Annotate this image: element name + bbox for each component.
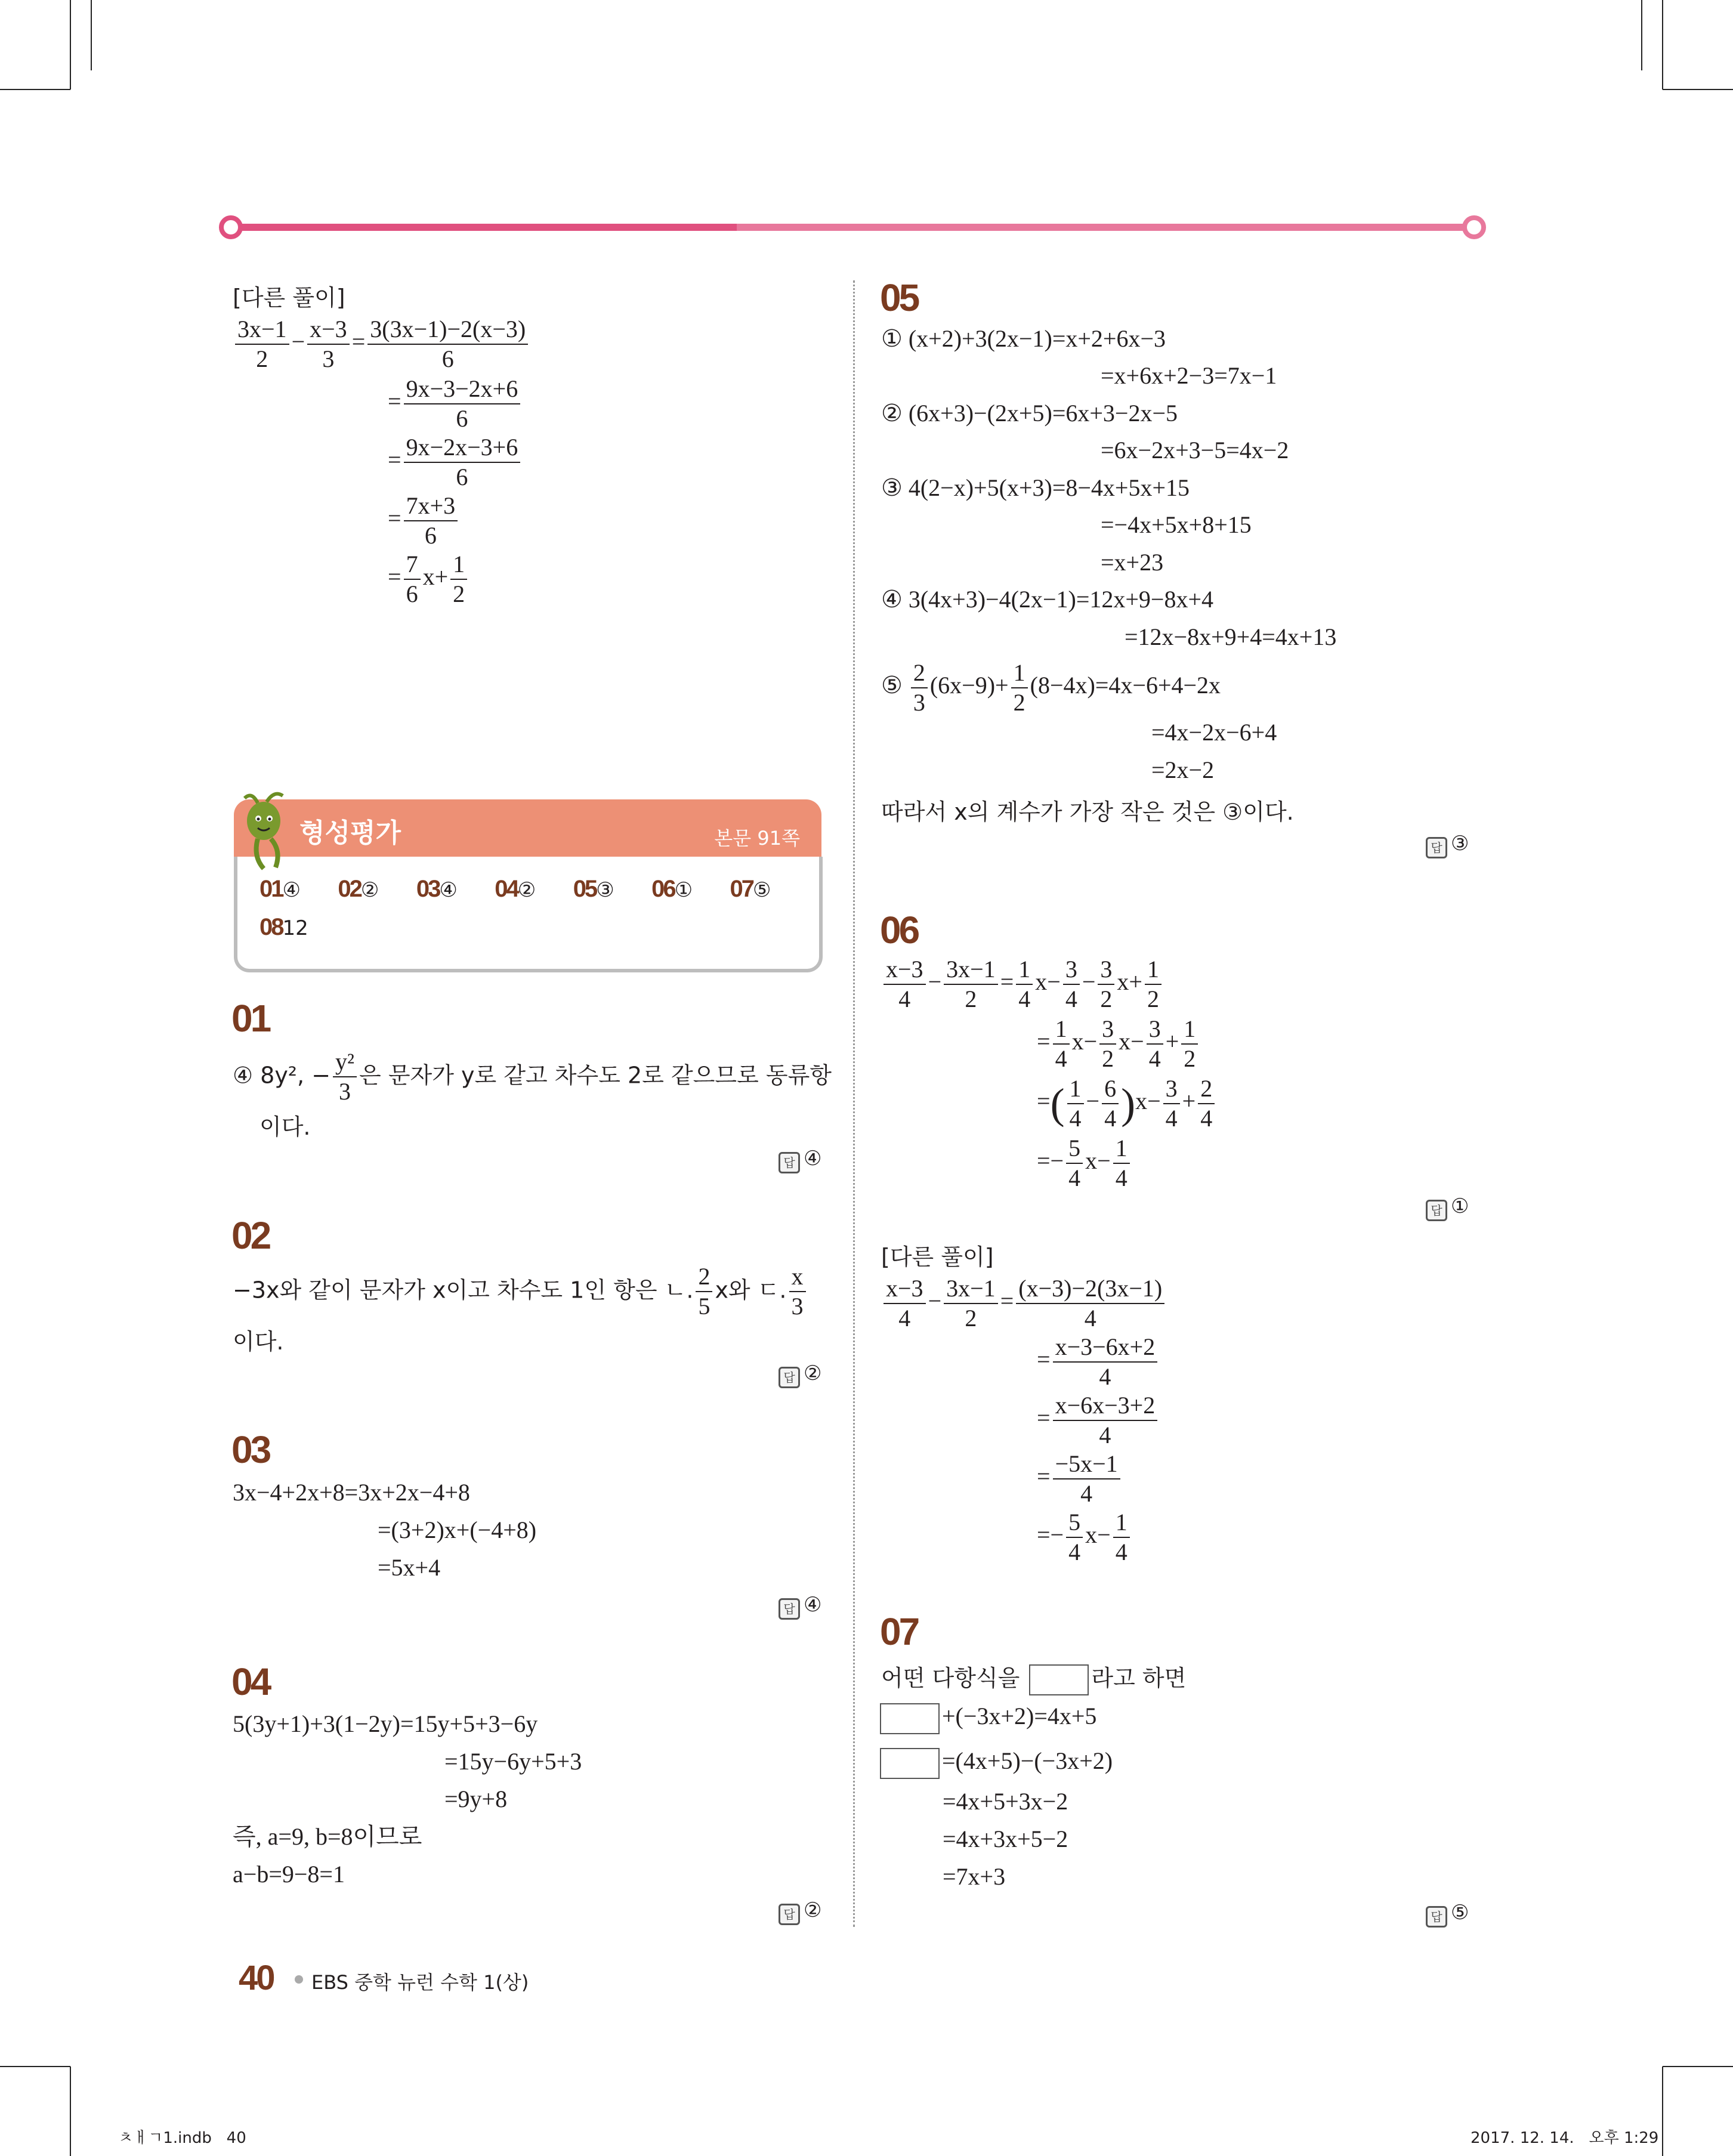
question-number: 03 — [231, 1428, 270, 1471]
blank-box — [880, 1703, 940, 1734]
print-file-info: ㅊㅐㄱ1.indb 40 — [118, 2129, 246, 2147]
q07-line: =7x+3 — [943, 1863, 1006, 1890]
q05-line: ② (6x+3)−(2x+5)=6x+3−2x−5 — [881, 400, 1178, 427]
assessment-box — [234, 857, 823, 972]
q03-line: =(3+2)x+(−4+8) — [378, 1516, 537, 1543]
q05-conclusion: 따라서 x의 계수가 가장 작은 것은 ③이다. — [881, 799, 1294, 825]
top-decorative-bar — [218, 215, 1488, 240]
q06-alt-line-3: = $\frac{x-6x-3+2}{4}$ — [1037, 1394, 1160, 1447]
q02-text-cont: 이다. — [233, 1329, 284, 1355]
q05-line: =x+6x+2−3=7x−1 — [1101, 362, 1277, 389]
answer-key-item: 02② — [338, 876, 379, 902]
q07-line-2: =(4x+5)−(−3x+2) — [880, 1748, 1113, 1779]
q05-line: =12x−8x+9+4=4x+13 — [1125, 623, 1337, 650]
question-number: 07 — [880, 1610, 918, 1653]
assessment-page-ref: 본문 91쪽 — [714, 827, 800, 850]
q03-answer: 답 ④ — [779, 1593, 821, 1620]
q03-line: =5x+4 — [378, 1554, 441, 1581]
q04-answer: 답 ② — [779, 1898, 821, 1925]
question-number: 04 — [231, 1660, 270, 1703]
alt-solution-line-1: $\frac{3x-1}{2}$ − $\frac{x-3}{3}$ = $\frac{3(3x-1)-2(x-3)}{6}$ — [233, 317, 530, 371]
q07-intro: 어떤 다항식을 라고 하면 — [881, 1660, 1186, 1695]
q07-line-1: +(−3x+2)=4x+5 — [880, 1703, 1096, 1734]
q06-alt-line-2: = $\frac{x-3-6x+2}{4}$ — [1037, 1335, 1160, 1389]
alt-solution-line-4: = $\frac{7x+3}{6}$ — [388, 494, 460, 548]
question-number: 02 — [231, 1214, 270, 1257]
mascot-icon — [240, 791, 294, 875]
q07-line: =4x+3x+5−2 — [943, 1826, 1068, 1852]
q05-line: =−4x+5x+8+15 — [1101, 511, 1252, 538]
alt-solution-line-2: = $\frac{9x-3-2x+6}{6}$ — [388, 377, 523, 431]
answer-key-row-1 — [260, 876, 808, 903]
book-title: EBS 중학 뉴런 수학 1(상) — [311, 1971, 529, 1994]
alt-solution-label: [다른 풀이] — [233, 285, 345, 311]
q05-line: =2x−2 — [1151, 756, 1215, 783]
alt-solution-line-5: = $\frac{7}{6}$ x+ $\frac{1}{2}$ — [388, 552, 469, 606]
blank-box — [1029, 1664, 1089, 1695]
answer-key-item: 05③ — [573, 876, 614, 902]
q06-alt-line-4: = $\frac{-5x-1}{4}$ — [1037, 1452, 1123, 1506]
q06-line-3: =( $\frac{1}{4}$ − $\frac{6}{4}$ )x− $\frac{3}{4}$ + $\frac{2}{4}$ — [1037, 1077, 1217, 1130]
q06-alt-line-5: =− $\frac{5}{4}$ x− $\frac{1}{4}$ — [1037, 1511, 1132, 1564]
blank-box — [880, 1748, 940, 1779]
q04-line: 즉, a=9, b=8이므로 — [233, 1823, 422, 1850]
answer-key-item: 07⑤ — [730, 876, 771, 902]
alt-solution-line-3: = $\frac{9x-2x-3+6}{6}$ — [388, 435, 523, 489]
q02-answer: 답 ② — [779, 1361, 821, 1388]
q05-line-5: ⑤ $\frac{2}{3}$ (6x−9)+ $\frac{1}{2}$ (8−4x)=4x−6+4−2x — [881, 659, 1221, 716]
q05-line: ③ 4(2−x)+5(x+3)=8−4x+5x+15 — [881, 474, 1190, 501]
q04-line: =9y+8 — [444, 1786, 508, 1812]
q07-answer: 답 ⑤ — [1426, 1901, 1469, 1928]
q05-line: =x+23 — [1101, 549, 1164, 576]
page-number: 40 — [239, 1959, 274, 1997]
print-date-info: 2017. 12. 14. 오후 1:29 — [1471, 2129, 1659, 2147]
q04-line: 5(3y+1)+3(1−2y)=15y+5+3−6y — [233, 1710, 538, 1737]
q06-alt-line-1: $\frac{x-3}{4}$ − $\frac{3x-1}{2}$ = $\frac{(x-3)-2(3x-1)}{4}$ — [881, 1277, 1167, 1330]
answer-key-item: 06① — [651, 876, 693, 902]
q01-answer: 답 ④ — [779, 1147, 821, 1173]
q05-line: ④ 3(4x+3)−4(2x−1)=12x+9−8x+4 — [881, 586, 1214, 613]
q05-line: =4x−2x−6+4 — [1151, 719, 1277, 746]
q06-answer: 답 ① — [1426, 1194, 1469, 1221]
q04-line: =15y−6y+5+3 — [444, 1748, 582, 1775]
q03-line: 3x−4+2x+8=3x+2x−4+8 — [233, 1479, 470, 1506]
answer-key-item: 04② — [495, 876, 536, 902]
footer-dot — [295, 1975, 303, 1984]
answer-key-item: 03④ — [416, 876, 458, 902]
q02-text: −3x와 같이 문자가 x이고 차수도 1인 항은 ㄴ. $\frac{2}{5}$ x와 ㄷ. $\frac{x}{3}$ — [233, 1265, 808, 1318]
alt-solution-label: [다른 풀이] — [881, 1244, 994, 1270]
q06-line-2: = $\frac{1}{4}$ x− $\frac{3}{2}$ x− $\frac{3}{4}$ + $\frac{1}{2}$ — [1037, 1017, 1200, 1071]
q01-text: ④ 8y², − $\frac{\text{y²}}{3}$ 은 문자가 y로 같고 차수도 2로 같으므로 동류항 — [233, 1048, 832, 1105]
question-number: 01 — [231, 997, 270, 1040]
q05-line: =6x−2x+3−5=4x−2 — [1101, 437, 1289, 464]
q01-text-cont: 이다. — [260, 1114, 311, 1140]
question-number: 06 — [880, 909, 918, 952]
q05-answer: 답 ③ — [1426, 832, 1469, 858]
q04-line: a−b=9−8=1 — [233, 1861, 345, 1888]
answer-key-row-2: 0812 — [260, 914, 308, 940]
q07-line: =4x+5+3x−2 — [943, 1788, 1068, 1815]
q06-line-1: $\frac{x-3}{4}$ − $\frac{3x-1}{2}$ = $\frac{1}{4}$ x− $\frac{3}{4}$ − $\frac{3}{2}$ x+ $\frac{1}{2}$ — [881, 957, 1164, 1011]
q05-line: ① (x+2)+3(2x−1)=x+2+6x−3 — [881, 325, 1166, 352]
assessment-title: 형성평가 — [299, 818, 401, 848]
question-number: 05 — [880, 276, 918, 319]
answer-key-item: 01④ — [260, 876, 301, 902]
q06-line-4: =− $\frac{5}{4}$ x− $\frac{1}{4}$ — [1037, 1136, 1132, 1190]
column-divider — [853, 280, 855, 1927]
